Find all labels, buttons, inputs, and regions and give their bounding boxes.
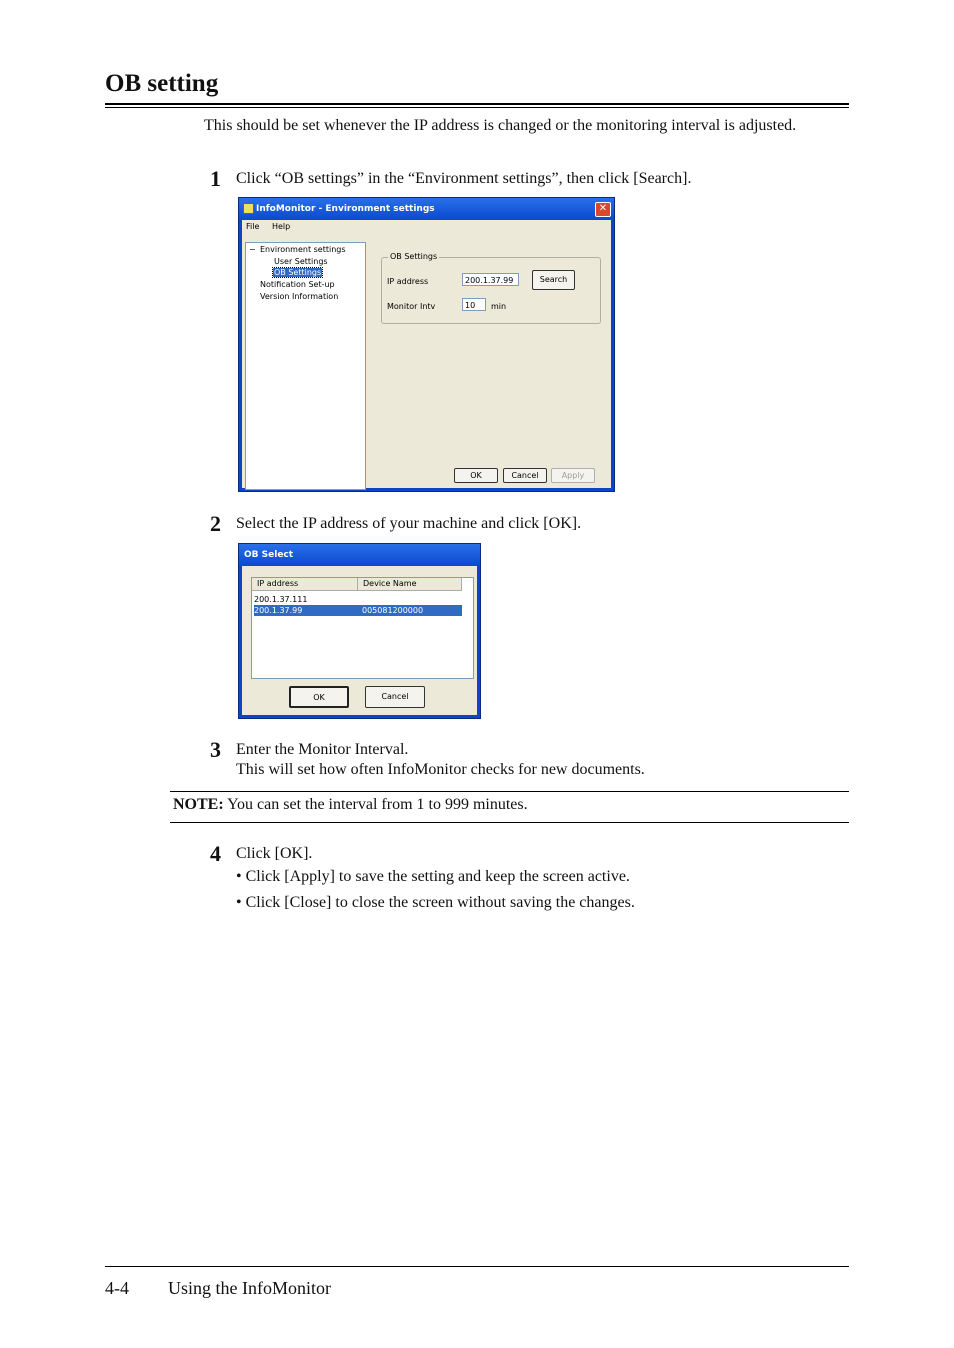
ob-settings-group xyxy=(381,257,601,324)
bullet-item: • Click [Apply] to save the setting and keep the screen active. xyxy=(236,868,630,885)
dialog-body xyxy=(242,220,611,488)
step-number: 3 xyxy=(210,737,221,762)
group-label: OB Settings xyxy=(390,252,438,261)
menu-bar xyxy=(246,222,300,231)
monitor-interval-input[interactable]: 10 xyxy=(462,298,486,311)
cancel-button[interactable]: Cancel xyxy=(503,468,547,483)
note-label: NOTE: xyxy=(173,796,224,813)
ok-button[interactable]: OK xyxy=(289,686,349,708)
footer-rule xyxy=(105,1266,849,1267)
monitor-interval-label: Monitor Intv xyxy=(387,302,436,311)
title-rule-thin xyxy=(105,107,849,108)
tree-item-notification-setup[interactable]: Notification Set-up xyxy=(260,280,335,289)
tree-item-version-information[interactable]: Version Information xyxy=(260,292,339,301)
dialog-title: InfoMonitor - Environment settings xyxy=(256,204,435,214)
tree-expander-icon[interactable]: − xyxy=(249,245,256,254)
step-number: 4 xyxy=(210,841,221,866)
app-icon xyxy=(243,203,254,214)
page-number: 4-4 xyxy=(105,1278,129,1298)
menu-help[interactable]: Help xyxy=(271,222,291,231)
dialog-body xyxy=(242,566,477,715)
step-number: 2 xyxy=(210,511,221,536)
ob-list xyxy=(251,577,474,679)
footer-section: Using the InfoMonitor xyxy=(168,1278,331,1298)
step-text-line2: This will set how often InfoMonitor checks for new documents. xyxy=(236,761,645,778)
column-header-device[interactable]: Device Name xyxy=(358,578,462,591)
note-text: You can set the interval from 1 to 999 minutes. xyxy=(223,796,528,813)
title-bar xyxy=(239,198,614,220)
ob-select-dialog xyxy=(238,543,481,719)
note xyxy=(173,796,528,814)
list-item[interactable] xyxy=(254,594,462,605)
intro-text: This should be set whenever the IP address is changed or the monitoring interval is adjusted. xyxy=(204,117,797,134)
environment-settings-dialog xyxy=(238,197,615,492)
close-icon[interactable]: ✕ xyxy=(595,202,611,217)
list-item-selected[interactable] xyxy=(254,605,462,616)
settings-tree xyxy=(245,242,366,490)
tree-item-user-settings[interactable]: User Settings xyxy=(274,257,328,266)
title-bar xyxy=(239,544,480,566)
step-text: Click [OK]. xyxy=(236,845,313,862)
tree-item-ob-settings[interactable]: OB Settings xyxy=(274,268,322,277)
page-title: OB setting xyxy=(105,70,219,97)
dialog-title: OB Select xyxy=(244,550,294,560)
tree-item-environment-settings[interactable]: Environment settings xyxy=(260,245,346,254)
row-ip: 200.1.37.99 xyxy=(254,606,303,615)
step-text-line1: Enter the Monitor Interval. xyxy=(236,741,409,758)
menu-file[interactable]: File xyxy=(246,222,260,231)
title-rule xyxy=(105,103,849,105)
search-button[interactable]: Search xyxy=(532,270,575,290)
apply-button[interactable]: Apply xyxy=(551,468,595,483)
cancel-button[interactable]: Cancel xyxy=(365,686,425,708)
step-text: Click “OB settings” in the “Environment settings”, then click [Search]. xyxy=(236,170,692,187)
step-number: 1 xyxy=(210,166,221,191)
ip-address-input[interactable]: 200.1.37.99 xyxy=(462,273,519,286)
ip-address-label: IP address xyxy=(387,277,429,286)
row-ip: 200.1.37.111 xyxy=(254,595,308,604)
bullet-item: • Click [Close] to close the screen without saving the changes. xyxy=(236,894,635,911)
interval-unit: min xyxy=(491,302,507,311)
row-device: 005081200000 xyxy=(362,606,424,615)
column-header-ip[interactable]: IP address xyxy=(252,578,358,591)
step-text: Select the IP address of your machine and click [OK]. xyxy=(236,515,582,532)
ok-button[interactable]: OK xyxy=(454,468,498,483)
